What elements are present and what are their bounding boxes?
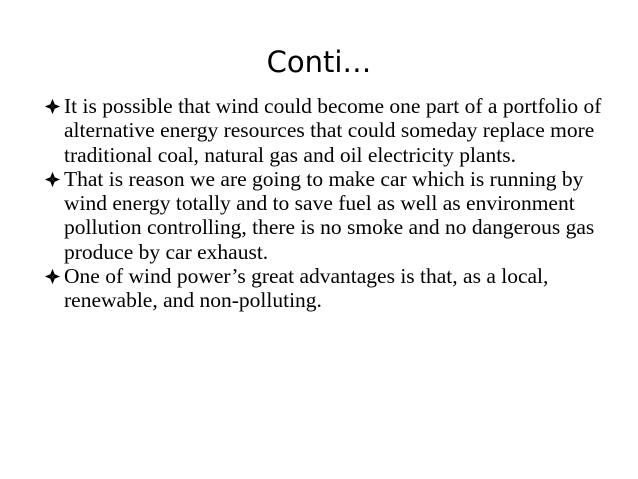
bullet-list bbox=[44, 94, 612, 313]
bullet-item bbox=[44, 264, 612, 313]
bullet-text: One of wind power’s great advantages is that, as a local, renewable, and non-polluting. bbox=[64, 264, 549, 313]
bullet-text: That is reason we are going to make car which is running by wind energy totally and to save fuel as well as environment pollution controlling, there is no smoke and no dangerous gas produce by car exhaust. bbox=[64, 166, 595, 264]
slide-title: Conti… bbox=[266, 45, 372, 79]
bullet-item bbox=[44, 167, 612, 264]
diamond-bullet-icon bbox=[44, 268, 61, 285]
diamond-bullet-icon bbox=[44, 171, 61, 188]
diamond-bullet-icon bbox=[44, 98, 61, 115]
bullet-text: It is possible that wind could become one part of a portfolio of alternative energy resources that could someday replace more traditional coal, natural gas and oil electricity plants. bbox=[64, 94, 602, 167]
bullet-item bbox=[44, 94, 612, 167]
